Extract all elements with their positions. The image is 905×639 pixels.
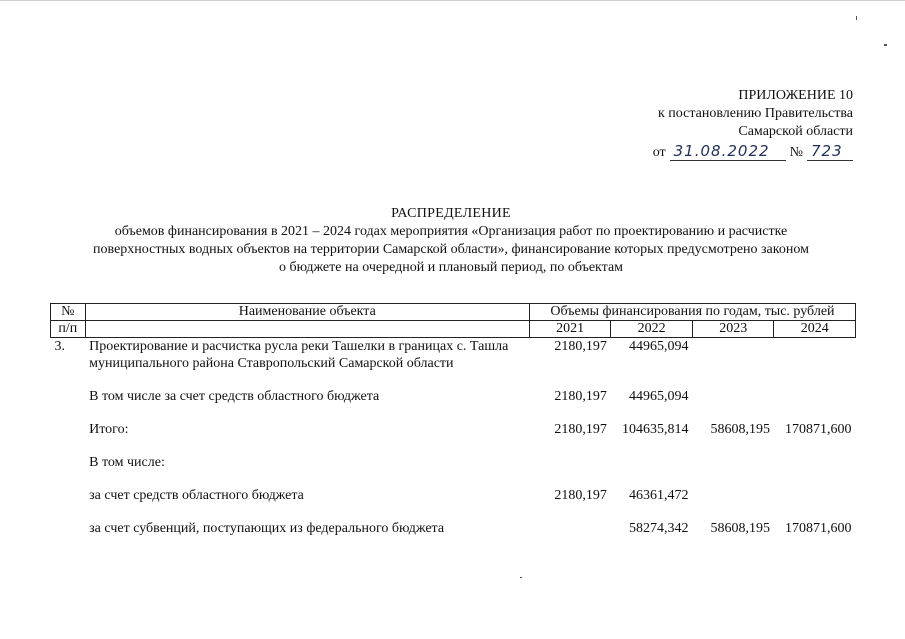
row-value-2021: 2180,197	[554, 389, 607, 404]
header-year: 2021	[529, 321, 611, 338]
row-value-2023	[692, 388, 774, 405]
table-row	[51, 338, 856, 373]
financing-table	[50, 303, 856, 537]
table-row-total	[51, 421, 856, 438]
scan-edge	[0, 0, 905, 4]
handwritten-number: 723	[807, 142, 853, 161]
row-name: Итого:	[89, 422, 129, 437]
header-no	[51, 304, 86, 321]
table-row	[51, 487, 856, 504]
scan-speck	[520, 577, 522, 578]
date-prefix: от	[652, 145, 666, 160]
row-value-2024	[774, 487, 856, 504]
table-header-row	[51, 304, 856, 321]
row-value-2024	[774, 338, 856, 373]
appendix-date-row	[653, 142, 853, 162]
table-row	[51, 520, 856, 537]
row-name: В том числе:	[89, 455, 165, 470]
row-name: Проектирование и расчистка русла реки Ташелки в границах с. Ташла муниципального района Ставропольский Самарской области	[89, 339, 509, 371]
row-value-2023	[692, 338, 774, 373]
row-value-2022: 44965,094	[628, 389, 689, 404]
row-value-2024	[774, 388, 856, 405]
row-value-2022: 58274,342	[628, 521, 689, 536]
row-number	[51, 520, 86, 537]
appendix-line-2: Самарской области	[738, 124, 853, 139]
heading-line-3: о бюджете на очередной и плановый период, по объектам	[278, 260, 624, 275]
row-value-2023: 58608,195	[710, 521, 770, 536]
scan-speck	[884, 44, 887, 46]
row-name: В том числе за счет средств областного бюджета	[89, 389, 380, 404]
row-value-2024	[774, 454, 856, 471]
table-row	[51, 454, 856, 471]
row-value-2021: 2180,197	[554, 339, 607, 354]
handwritten-date: 31.08.2022	[670, 142, 786, 161]
row-number: 3.	[54, 339, 65, 354]
row-value-2023	[692, 487, 774, 504]
row-value-2022	[611, 454, 693, 471]
header-name-sub	[85, 321, 529, 338]
row-value-2022: 104635,814	[621, 422, 689, 437]
header-no-sub: п/п	[51, 321, 86, 338]
row-name: за счет субвенций, поступающих из федерального бюджета	[89, 521, 445, 536]
row-value-2021: 2180,197	[554, 488, 607, 503]
row-value-2021	[529, 520, 611, 537]
row-value-2024: 170871,600	[785, 422, 852, 437]
row-value-2023	[692, 454, 774, 471]
number-prefix: №	[789, 145, 803, 160]
header-year: 2024	[774, 321, 856, 338]
appendix-title: ПРИЛОЖЕНИЕ 10	[738, 88, 853, 103]
table-header-years-row	[51, 321, 856, 338]
row-value-2022: 44965,094	[628, 339, 689, 354]
header-year: 2022	[611, 321, 693, 338]
header-year: 2023	[692, 321, 774, 338]
row-number	[51, 388, 86, 405]
row-number	[51, 421, 86, 438]
header-name: Наименование объекта	[85, 304, 529, 321]
table-row	[51, 388, 856, 405]
row-value-2022: 46361,472	[628, 488, 689, 503]
row-name: за счет средств областного бюджета	[89, 488, 304, 503]
row-value-2024: 170871,600	[785, 521, 852, 536]
row-value-2021	[529, 454, 611, 471]
row-number	[51, 454, 86, 471]
heading-line-2: поверхностных водных объектов на территории Самарской области», финансирование которых предусмотрено законом	[93, 242, 809, 257]
row-value-2023: 58608,195	[710, 422, 770, 437]
header-no-line-1: №	[61, 304, 75, 319]
appendix-line-1: к постановлению Правительства	[657, 106, 853, 121]
heading-title: РАСПРЕДЕЛЕНИЕ	[391, 206, 511, 221]
row-number	[51, 487, 86, 504]
document-heading	[40, 205, 862, 277]
appendix-block	[653, 87, 853, 162]
scan-speck	[856, 16, 857, 20]
heading-line-1: объемов финансирования в 2021 – 2024 годах мероприятия «Организация работ по проектированию и расчистке	[114, 224, 788, 239]
header-volumes: Объемы финансирования по годам, тыс. рублей	[529, 304, 855, 321]
row-value-2021: 2180,197	[554, 422, 607, 437]
